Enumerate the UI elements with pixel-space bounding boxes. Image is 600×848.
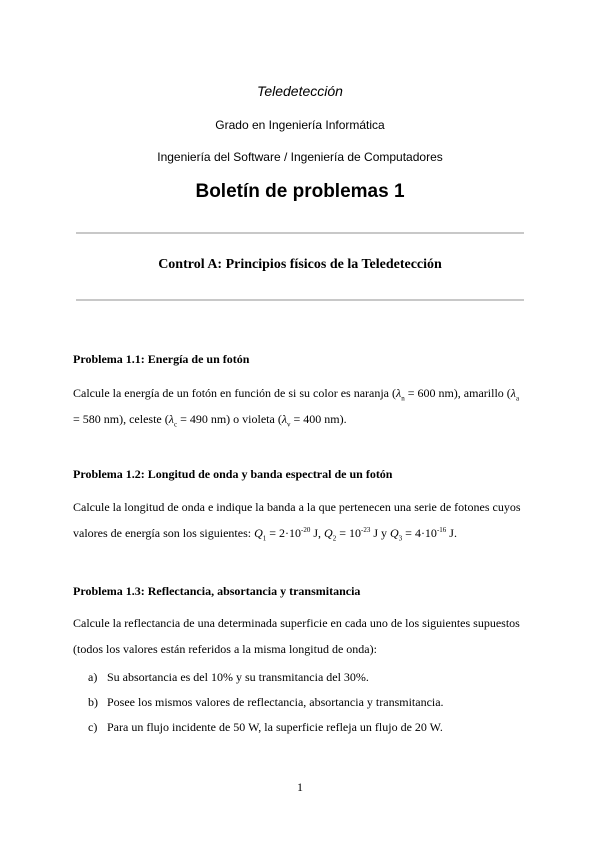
- problem-1-text: [73, 380, 527, 432]
- problem-3-text: [73, 610, 527, 662]
- problem-2-line-2: valores de energía son los siguientes: $Q_1 = 2\cdot 10^{-20}$ J, $Q_2 = 10^{-23}$ J y $Q_3 = 4\cdot 10^{-16}$ J.: [73, 526, 457, 543]
- problem-1-line-2: = 580 nm), celeste ($\lambda_c = 490$ nm) o violeta ($\lambda_v = 400$ nm).: [73, 412, 347, 429]
- problem-1-line-1: Calcule la energía de un fotón en función de si su color es naranja ($\lambda_n = 600$ nm), amarillo ($\lambda_a$: [73, 386, 520, 403]
- list-item: a) Su absortancia es del 10% y su transmitancia del 30%.: [88, 670, 369, 684]
- mention-name: Ingeniería del Software / Ingeniería de Computadores: [157, 150, 443, 164]
- problem-3-list: [88, 670, 528, 745]
- divider-top: [76, 232, 524, 234]
- problem-3-line-1: Calcule la reflectancia de una determinada superficie en cada uno de los siguientes supuestos: [73, 616, 520, 630]
- problem-3-line-2: (todos los valores están referidos a la misma longitud de onda):: [73, 642, 377, 656]
- problem-2-text: [73, 494, 527, 546]
- degree-name: Grado en Ingeniería Informática: [215, 118, 385, 132]
- document-title: Boletín de problemas 1: [195, 181, 405, 202]
- page-number: 1: [297, 780, 303, 794]
- problem-1-heading: Problema 1.1: Energía de un fotón: [73, 352, 250, 366]
- list-item: c) Para un flujo incidente de 50 W, la superficie refleja un flujo de 20 W.: [88, 720, 443, 734]
- control-heading: Control A: Principios físicos de la Teledetección: [158, 257, 442, 272]
- problem-3-heading: Problema 1.3: Reflectancia, absortancia y transmitancia: [73, 584, 361, 598]
- list-item: b) Posee los mismos valores de reflectancia, absortancia y transmitancia.: [88, 695, 444, 709]
- course-name: Teledetección: [257, 83, 343, 99]
- divider-bottom: [76, 299, 524, 301]
- problem-2-line-1: Calcule la longitud de onda e indique la banda a la que pertenecen una serie de fotones cuyos: [73, 500, 521, 514]
- problem-2-heading: Problema 1.2: Longitud de onda y banda espectral de un fotón: [73, 467, 393, 481]
